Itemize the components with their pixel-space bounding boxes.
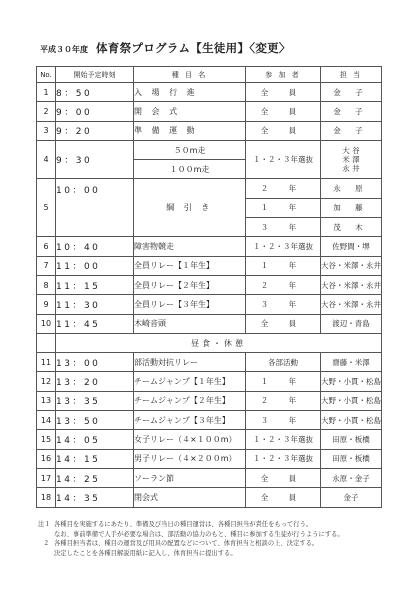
- row-time: 10：00: [56, 179, 134, 237]
- row-charge: 金子: [321, 488, 382, 507]
- note-line: 各種目を実施するにあたり、準備及び当日の種目運営は、各種目担当が責任をもって行う。: [54, 521, 313, 528]
- row-no: 11: [37, 353, 56, 372]
- row-participants: ３ 年: [246, 411, 321, 430]
- table-row: [37, 83, 382, 102]
- row-no: 18: [37, 488, 56, 507]
- row-event: 開 会 式: [134, 102, 246, 121]
- row-event: 全員リレー【３年生】: [134, 295, 246, 314]
- row-participants: 全 員: [246, 121, 321, 140]
- row-event: 障害物競走: [134, 237, 246, 256]
- row-no: 9: [37, 295, 56, 314]
- row-charge: 渡辺・青島: [321, 314, 382, 333]
- col-header-charge: 担 当: [321, 67, 382, 83]
- table-row: [37, 411, 382, 430]
- note-item: [38, 539, 393, 558]
- table-row: [37, 468, 382, 487]
- row-no: 3: [37, 121, 56, 140]
- table-row: [37, 488, 382, 507]
- note-line: なお、事前準備で人手が必要な場合は、部活動の協力のもと、種目に参加する生徒が行うようにする。: [54, 530, 344, 538]
- charge-name: 米 澤: [342, 155, 360, 165]
- table-row: [37, 372, 382, 391]
- row-event-50m: ５０m走: [134, 140, 246, 159]
- row-no: 15: [37, 430, 56, 449]
- fiscal-year: 平成３０年度: [40, 45, 88, 54]
- row-event: 部活動対抗リレー: [134, 353, 246, 372]
- row-participants: 全 員: [246, 102, 321, 121]
- row-charge: 大野・小貫・松島: [321, 411, 382, 430]
- table-row: [37, 314, 382, 333]
- note-body: [54, 539, 393, 558]
- row-participants: 全 員: [246, 488, 321, 507]
- row-time: 13：50: [56, 411, 134, 430]
- row-time: 14：35: [56, 488, 134, 507]
- notes-section: [38, 520, 393, 558]
- col-header-no: No.: [37, 67, 56, 83]
- note-line: 各種目担当者は、種目の運営及び用具の配置などについて、体育担当と相談の上、決定する。: [54, 540, 319, 548]
- table-row: [37, 179, 382, 198]
- charge-name: 永 井: [342, 164, 360, 174]
- row-time: 13：35: [56, 391, 134, 410]
- row-no: 16: [37, 449, 56, 468]
- row-no: 13: [37, 391, 56, 410]
- row-charge: 加 藤: [321, 198, 382, 217]
- col-header-event: 種 目 名: [134, 67, 246, 83]
- row-charge: 大野・小貫・松島: [321, 391, 382, 410]
- row-time: 8：50: [56, 83, 134, 102]
- row-participants: １ 年: [246, 256, 321, 275]
- row-no: 1: [37, 83, 56, 102]
- row-no: 7: [37, 256, 56, 275]
- lunch-break-label: 昼食・休憩: [56, 333, 382, 352]
- row-participants: ３ 年: [246, 295, 321, 314]
- row-time: 9：30: [56, 140, 134, 179]
- charge-name: 大 谷: [342, 146, 360, 156]
- row-event: チームジャンプ【２年生】: [134, 391, 246, 410]
- row-event: チームジャンプ【１年生】: [134, 372, 246, 391]
- row-charge: 田原・板橋: [321, 430, 382, 449]
- row-no: 5: [37, 179, 56, 237]
- table-row: [37, 102, 382, 121]
- row-time: 11：00: [56, 256, 134, 275]
- table-row: [37, 256, 382, 275]
- row-charge: 金 子: [321, 83, 382, 102]
- row-charge: 永原・金子: [321, 468, 382, 487]
- row-no: 14: [37, 411, 56, 430]
- row-charge: 大野・小貫・松島: [321, 372, 382, 391]
- break-row: [37, 333, 382, 352]
- row-no: 6: [37, 237, 56, 256]
- note-marker: [38, 539, 54, 558]
- row-charge: 金 子: [321, 102, 382, 121]
- row-event: 全員リレー【１年生】: [134, 256, 246, 275]
- row-event: ソーラン節: [134, 468, 246, 487]
- program-table: [36, 66, 382, 508]
- row-participants: 全 員: [246, 314, 321, 333]
- row-charge: 田原・板橋: [321, 449, 382, 468]
- row-charge: 永 原: [321, 179, 382, 198]
- row-time: 10：40: [56, 237, 134, 256]
- row-time: 11：45: [56, 314, 134, 333]
- row-participants: １・２・３年選抜: [246, 449, 321, 468]
- row-event: 綱 引 き: [134, 179, 246, 237]
- row-no: 4: [37, 140, 56, 179]
- row-participants: 全 員: [246, 468, 321, 487]
- table-row: [37, 449, 382, 468]
- row-time: 14：15: [56, 449, 134, 468]
- row-no: 8: [37, 275, 56, 294]
- row-time: 13：00: [56, 353, 134, 372]
- row-event: 全員リレー【２年生】: [134, 275, 246, 294]
- program-title: 体育祭プログラム【生徒用】〈変更〉: [96, 41, 291, 55]
- row-event-100m: １００m走: [134, 160, 246, 179]
- row-no: 12: [37, 372, 56, 391]
- row-participants: ２ 年: [246, 179, 321, 198]
- row-time: 13：20: [56, 372, 134, 391]
- note-item: [38, 520, 393, 539]
- row-participants: 各部活動: [246, 353, 321, 372]
- break-no-cell: [37, 333, 56, 352]
- row-charge: 茂 木: [321, 218, 382, 237]
- col-header-participants: 参 加 者: [246, 67, 321, 83]
- row-participants: １ 年: [246, 198, 321, 217]
- row-charge: 大谷・米澤・永井: [321, 275, 382, 294]
- note-body: [54, 520, 393, 539]
- table-row: [37, 121, 382, 140]
- row-no: 2: [37, 102, 56, 121]
- table-row: [37, 391, 382, 410]
- row-event: チームジャンプ【３年生】: [134, 411, 246, 430]
- note-number: １: [44, 521, 51, 528]
- row-time: 14：25: [56, 468, 134, 487]
- row-event: 男子リレー（４×２００m）: [134, 449, 246, 468]
- table-row: [37, 295, 382, 314]
- row-event: 木崎音頭: [134, 314, 246, 333]
- note-line: 決定したことを各種目解説用紙に記入し、体育担当に提出する。: [54, 549, 237, 557]
- table-header-row: [37, 67, 382, 83]
- row-participants: ３ 年: [246, 218, 321, 237]
- document-title: [40, 40, 400, 56]
- row-charge: [321, 140, 382, 179]
- table-row: [37, 237, 382, 256]
- row-participants: ２ 年: [246, 275, 321, 294]
- col-header-time: 開始予定時刻: [56, 67, 134, 83]
- row-charge: 齋藤・米澤: [321, 353, 382, 372]
- row-time: 11：15: [56, 275, 134, 294]
- row-participants: ２ 年: [246, 391, 321, 410]
- row-charge: 大谷・米澤・永井: [321, 295, 382, 314]
- table-row: [37, 275, 382, 294]
- row-charge: 金 子: [321, 121, 382, 140]
- table-row: [37, 140, 382, 159]
- row-participants: １・２・３年選抜: [246, 140, 321, 179]
- row-time: 9：20: [56, 121, 134, 140]
- row-participants: １・２・３年選抜: [246, 237, 321, 256]
- row-time: 14：05: [56, 430, 134, 449]
- row-charge: 佐野間・堺: [321, 237, 382, 256]
- note-marker: [38, 520, 54, 539]
- note-number: ２: [43, 540, 50, 548]
- row-event: 閉会式: [134, 488, 246, 507]
- table-row: [37, 353, 382, 372]
- row-charge: 大谷・米澤・永井: [321, 256, 382, 275]
- row-event: 準 備 運 動: [134, 121, 246, 140]
- note-label: 注: [38, 521, 45, 528]
- row-time: 11：30: [56, 295, 134, 314]
- row-participants: １・２・３年選抜: [246, 430, 321, 449]
- row-participants: 全 員: [246, 83, 321, 102]
- row-event: 入 場 行 進: [134, 83, 246, 102]
- row-time: 9：00: [56, 102, 134, 121]
- row-participants: １ 年: [246, 372, 321, 391]
- row-event: 女子リレー（４×１００m）: [134, 430, 246, 449]
- row-no: 17: [37, 468, 56, 487]
- table-row: [37, 430, 382, 449]
- row-no: 10: [37, 314, 56, 333]
